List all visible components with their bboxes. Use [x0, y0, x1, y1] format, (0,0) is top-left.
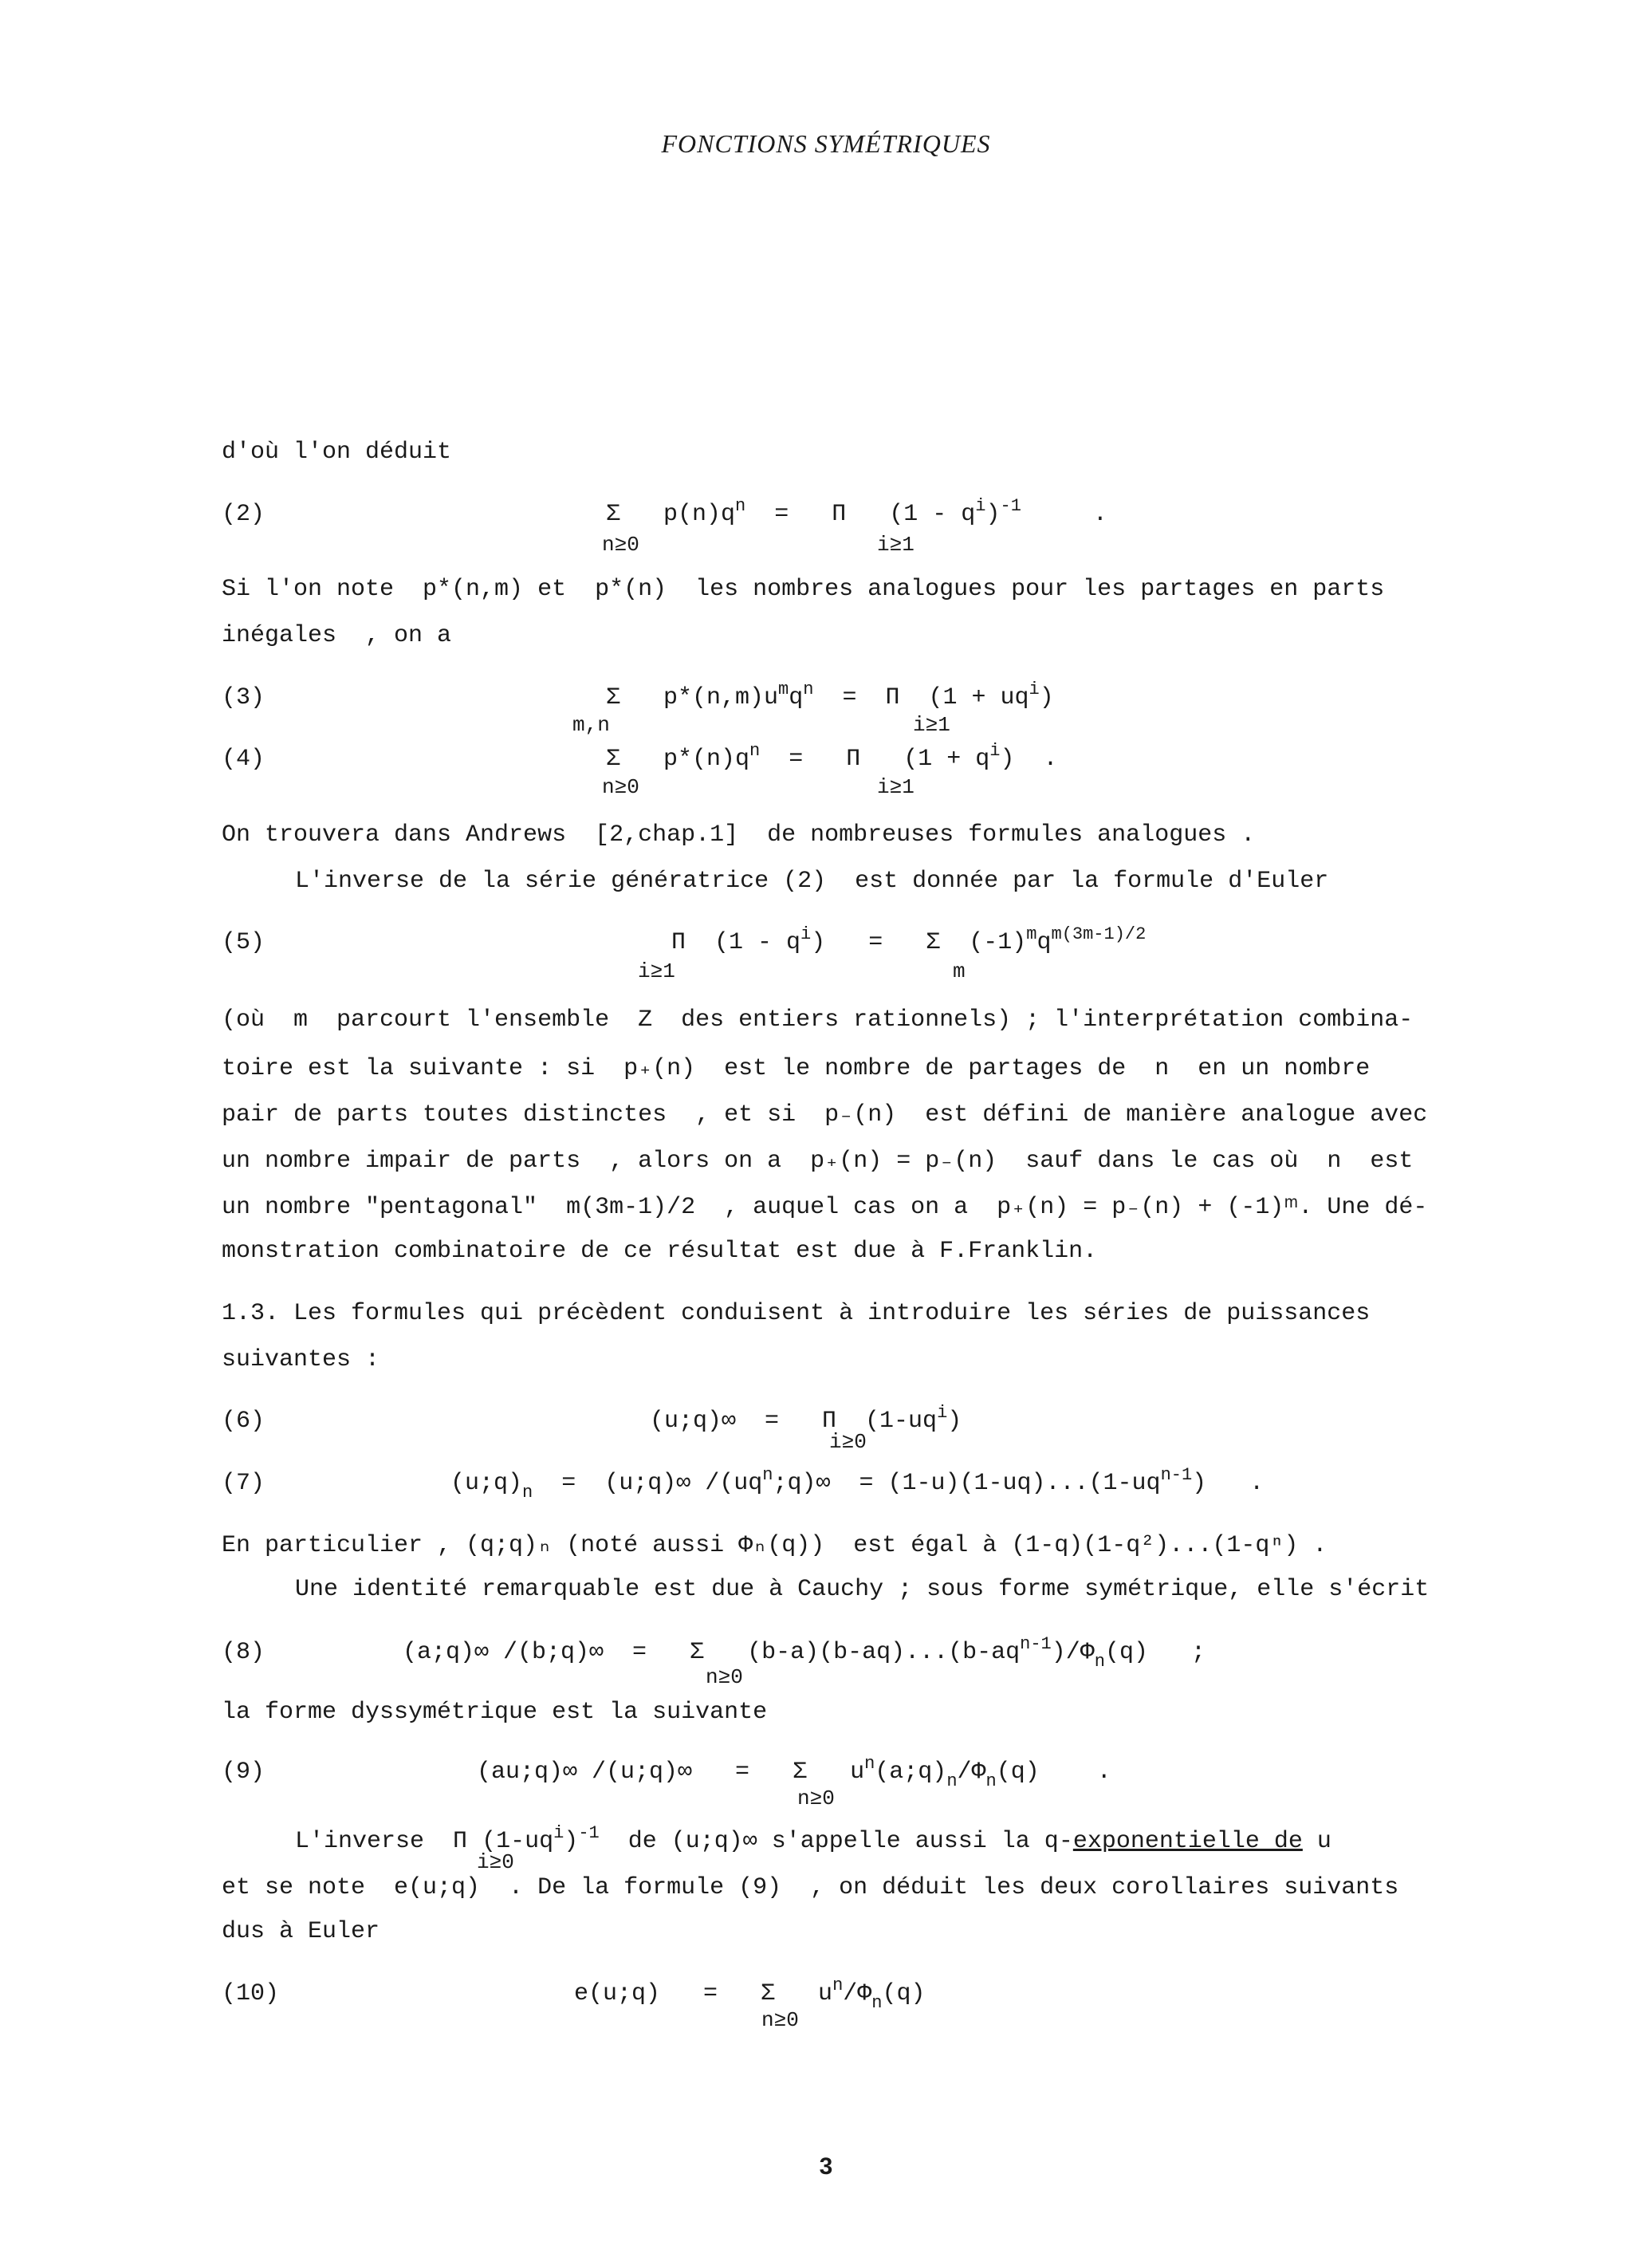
- equation-number: (8): [222, 1639, 266, 1666]
- text-line: L'inverse de la série génératrice (2) est donnée par la formule d'Euler: [295, 868, 1329, 895]
- text-line: Si l'on note p*(n,m) et p*(n) les nombres analogues pour les partages en parts: [222, 576, 1385, 603]
- text-line: d'où l'on déduit: [222, 439, 452, 466]
- equation-subscript: i≥1: [877, 533, 914, 557]
- text-line: un nombre impair de parts , alors on a p₊(n) = p₋(n) sauf dans le cas où n est: [222, 1148, 1414, 1175]
- equation-number: (6): [222, 1408, 266, 1435]
- equation-2: Σ $p(n)q^n = \Pi$ $(1 - q^i)^{-1}$ .: [606, 496, 1107, 528]
- equation-number: (5): [222, 929, 266, 956]
- equation-number: (10): [222, 1980, 280, 2007]
- page-number: 3: [819, 2153, 833, 2180]
- equation-subscript: i≥1: [638, 959, 675, 983]
- section-heading-line: 1.3. Les formules qui précèdent conduisent à introduire les séries de puissances: [222, 1300, 1371, 1327]
- equation-number: (7): [222, 1470, 266, 1497]
- text-line: pair de parts toutes distinctes , et si p₋(n) est défini de manière analogue avec: [222, 1101, 1428, 1129]
- equation-5: Π $(1 - q^i) = \Sigma$ $(-1)^mq^{m(3m-1)/2}$: [671, 924, 1147, 956]
- text-line: dus à Euler: [222, 1918, 380, 1945]
- equation-subscript: i≥0: [477, 1850, 514, 1874]
- equation-number: (9): [222, 1759, 266, 1786]
- equation-subscript: i≥1: [913, 713, 950, 737]
- equation-8: (a;q)∞ /(b;q)∞ = Σ $(b-a)(b-aq)...(b-aq^{n-1})/\Phi_n(q)$ ;: [403, 1634, 1206, 1672]
- equation-subscript: m,n: [572, 713, 610, 737]
- equation-number: (2): [222, 501, 266, 528]
- text-line: (où m parcourt l'ensemble Z des entiers rationnels) ; l'interprétation combina-: [222, 1006, 1414, 1034]
- text-line: inégales , on a: [222, 622, 452, 649]
- text-line: L'inverse Π $(1-uq^i)^{-1}$ de (u;q)∞ s'appelle aussi la q-exponentielle de u: [295, 1823, 1331, 1855]
- text-line: et se note e(u;q) . De la formule (9) , on déduit les deux corollaires suivants: [222, 1874, 1399, 1901]
- equation-number: (4): [222, 746, 266, 773]
- equation-6: (u;q)∞ = Π $(1-uq^i)$: [650, 1403, 962, 1435]
- text-line: la forme dyssymétrique est la suivante: [222, 1699, 768, 1726]
- equation-subscript: m: [953, 959, 966, 983]
- text-line: suivantes :: [222, 1346, 380, 1373]
- equation-3: Σ $p*(n,m)u^mq^n = \Pi$ $(1 + uq^i)$: [606, 679, 1054, 711]
- text-line: toire est la suivante : si p₊(n) est le nombre de partages de n en un nombre: [222, 1055, 1371, 1082]
- equation-subscript: n≥0: [706, 1665, 743, 1689]
- equation-subscript: n≥0: [797, 1786, 835, 1810]
- text-line: un nombre "pentagonal" m(3m-1)/2 , auquel cas on a p₊(n) = p₋(n) + (-1)ᵐ. Une dé-: [222, 1194, 1428, 1221]
- text-line: On trouvera dans Andrews [2,chap.1] de nombreuses formules analogues .: [222, 821, 1256, 849]
- equation-4: Σ $p*(n)q^n = \Pi$ $(1 + q^i)$ .: [606, 741, 1058, 773]
- equation-10: e(u;q) = Σ $u^n/\Phi_n(q)$: [574, 1975, 926, 2013]
- equation-7: $(u;q)_n$ = (u;q)∞ $/(uq^n;q)\infty = (1-u)(1-uq)...(1-uq^{n-1})$ .: [450, 1465, 1265, 1503]
- text-line: Une identité remarquable est due à Cauchy ; sous forme symétrique, elle s'écrit: [295, 1576, 1430, 1603]
- equation-subscript: n≥0: [602, 775, 639, 799]
- text-line: En particulier , (q;q)ₙ (noté aussi Φₙ(q)) est égal à (1-q)(1-q²)...(1-qⁿ) .: [222, 1532, 1328, 1559]
- equation-subscript: i≥1: [877, 775, 914, 799]
- equation-subscript: n≥0: [761, 2008, 799, 2032]
- equation-number: (3): [222, 684, 266, 711]
- equation-9: (au;q)∞ /(u;q)∞ = Σ $u^n(a;q)_n/\Phi_n(q)$ .: [477, 1754, 1111, 1791]
- running-header: FONCTIONS SYMÉTRIQUES: [661, 129, 991, 158]
- equation-subscript: i≥0: [829, 1430, 867, 1454]
- text-line: monstration combinatoire de ce résultat est due à F.Franklin.: [222, 1238, 1098, 1265]
- equation-subscript: n≥0: [602, 533, 639, 557]
